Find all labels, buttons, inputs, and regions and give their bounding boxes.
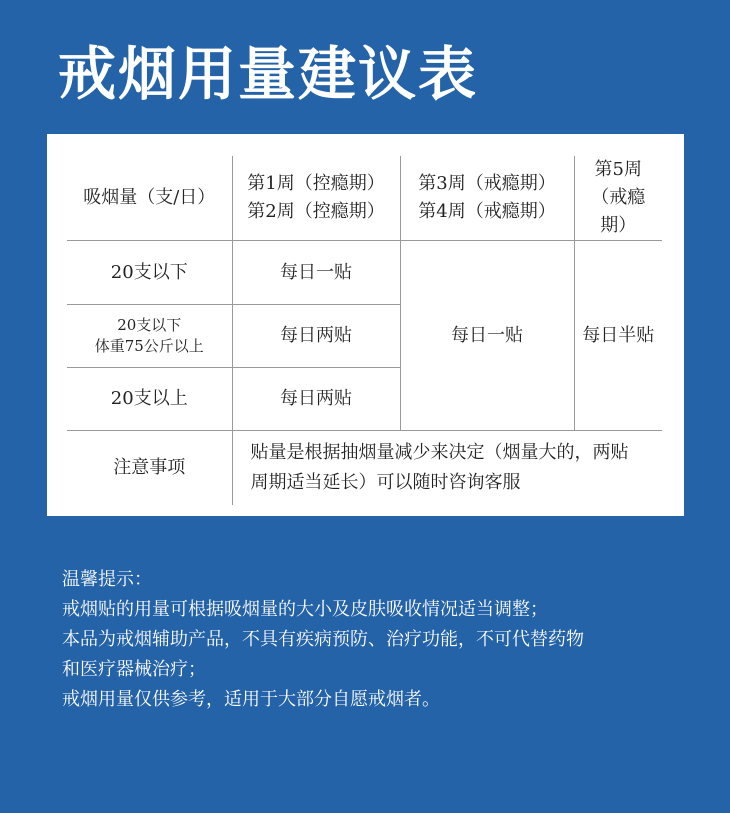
note-text	[232, 431, 662, 505]
note-text-line2: 周期适当延长）可以随时咨询客服	[250, 471, 521, 493]
header-smoking-amount: 吸烟量（支/日）	[67, 156, 232, 241]
dosage-table	[67, 156, 662, 505]
note-label: 注意事项	[67, 431, 232, 505]
note-text-line1: 贴量是根据抽烟量减少来决定（烟量大的，两贴	[250, 441, 629, 463]
header-week-5-phase: （戒瘾期）	[591, 187, 646, 236]
header-week-3-label: 第3周（戒瘾期）	[418, 173, 556, 194]
row-week-1-2-cell: 每日两贴	[232, 368, 400, 431]
header-week-5	[574, 156, 662, 241]
week-5-dosage-cell: 每日半贴	[574, 241, 662, 431]
tip-line: 和医疗器械治疗；	[62, 659, 206, 680]
row-amount-cell: 20支以上	[67, 368, 232, 431]
header-week-1-2	[232, 156, 400, 241]
row-amount-line1: 20支以下	[117, 316, 182, 334]
header-week-1-label: 第1周（控瘾期）	[247, 173, 385, 194]
row-week-1-2-cell: 每日两贴	[232, 305, 400, 368]
row-amount-line2: 体重75公斤以上	[94, 337, 204, 355]
row-amount-cell: 20支以下	[67, 241, 232, 305]
header-week-4-label: 第4周（戒瘾期）	[418, 201, 556, 222]
table-header-row	[67, 156, 662, 241]
tip-line: 戒烟贴的用量可根据吸烟量的大小及皮肤吸收情况适当调整；	[62, 599, 548, 620]
week-3-4-dosage-cell: 每日一贴	[400, 241, 574, 431]
tip-line: 戒烟用量仅供参考，适用于大部分自愿戒烟者。	[62, 689, 440, 710]
table-row	[67, 241, 662, 305]
header-week-5-label: 第5周	[594, 159, 642, 180]
row-amount-cell	[67, 305, 232, 368]
tips-section	[62, 565, 682, 715]
tips-heading: 温馨提示：	[62, 569, 152, 590]
header-week-3-4	[400, 156, 574, 241]
page-title: 戒烟用量建议表	[58, 40, 479, 108]
dosage-table-card	[47, 134, 684, 516]
table-note-row	[67, 431, 662, 505]
row-week-1-2-cell: 每日一贴	[232, 241, 400, 305]
header-week-2-label: 第2周（控瘾期）	[247, 201, 385, 222]
tip-line: 本品为戒烟辅助产品，不具有疾病预防、治疗功能，不可代替药物	[62, 629, 584, 650]
